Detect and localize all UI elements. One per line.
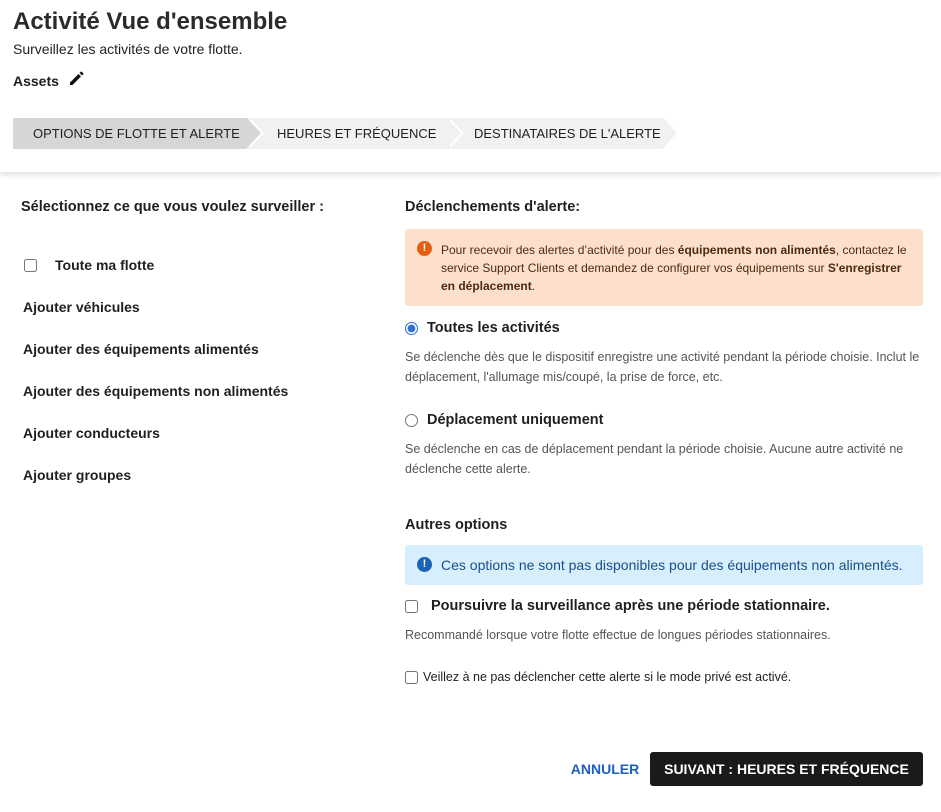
- page-subtitle: Surveillez les activités de votre flotte.: [13, 41, 243, 57]
- step-hours-frequency[interactable]: [247, 118, 447, 149]
- continue-monitoring-label: Poursuivre la surveillance après une période stationnaire.: [431, 598, 830, 614]
- info-text: Ces options ne sont pas disponibles pour des équipements non alimentés.: [441, 557, 903, 573]
- movement-only-option[interactable]: [405, 412, 603, 428]
- continue-monitoring-description: Recommandé lorsque votre flotte effectue de longues périodes stationnaires.: [405, 628, 831, 642]
- private-mode-option[interactable]: [405, 670, 791, 684]
- all-activities-description: Se déclenche dès que le dispositif enregistre une activité pendant la période choisie. Inclut le déplacement, l'allumage mis/coupé, la prise de force, etc.: [405, 350, 920, 384]
- info-icon: !: [417, 557, 432, 572]
- whole-fleet-option[interactable]: [23, 257, 154, 273]
- continue-monitoring-checkbox[interactable]: [405, 600, 418, 613]
- step-label: OPTIONS DE FLOTTE ET ALERTE: [33, 126, 240, 141]
- step-label: DESTINATAIRES DE L'ALERTE: [474, 126, 661, 141]
- warning-text-2: , contactez le service Support Clients et demandez de configurer vos équipements sur: [441, 243, 907, 275]
- add-groups-link[interactable]: Ajouter groupes: [23, 467, 132, 483]
- add-unpowered-equipment-link[interactable]: Ajouter des équipements non alimentés: [23, 383, 289, 399]
- warning-text-1: Pour recevoir des alertes d’activité pour des: [441, 243, 678, 257]
- warning-bold-2: S'enregistrer en déplacement: [441, 261, 902, 293]
- step-label: HEURES ET FRÉQUENCE: [277, 126, 437, 141]
- continue-monitoring-option[interactable]: [405, 598, 830, 614]
- other-options-title: Autres options: [405, 517, 508, 533]
- movement-only-description: Se déclenche en cas de déplacement pendant la période choisie. Aucune autre activité ne déclenche cette alerte.: [405, 442, 904, 476]
- add-powered-equipment-link[interactable]: Ajouter des équipements alimentés: [23, 341, 259, 357]
- whole-fleet-label: Toute ma flotte: [55, 257, 155, 273]
- step-alert-recipients[interactable]: [447, 118, 663, 149]
- alert-triggers-title: Déclenchements d'alerte:: [405, 199, 581, 215]
- page-header: [0, 0, 941, 172]
- warning-text-3: .: [531, 279, 536, 293]
- all-activities-option[interactable]: [405, 320, 560, 336]
- monitor-selection-title: Sélectionnez ce que vous voulez surveiller :: [21, 199, 324, 215]
- other-options-info: [405, 545, 923, 585]
- private-mode-checkbox[interactable]: [405, 671, 418, 684]
- next-button[interactable]: SUIVANT : HEURES ET FRÉQUENCE: [650, 752, 923, 786]
- unpowered-equipment-warning: [405, 229, 923, 306]
- all-activities-radio[interactable]: [405, 322, 418, 335]
- add-vehicles-link[interactable]: Ajouter véhicules: [23, 299, 140, 315]
- whole-fleet-checkbox[interactable]: [24, 259, 37, 272]
- add-drivers-link[interactable]: Ajouter conducteurs: [23, 425, 160, 441]
- cancel-button[interactable]: ANNULER: [563, 752, 647, 786]
- page-title: Activité Vue d'ensemble: [13, 8, 288, 35]
- movement-only-radio[interactable]: [405, 414, 418, 427]
- private-mode-label: Veillez à ne pas déclencher cette alerte si le mode privé est activé.: [423, 670, 792, 684]
- pencil-icon[interactable]: [68, 71, 84, 87]
- movement-only-label: Déplacement uniquement: [427, 412, 604, 428]
- wizard-stepper: [13, 118, 663, 149]
- assets-label: Assets: [13, 73, 59, 89]
- warning-icon: !: [417, 241, 432, 256]
- step-fleet-options[interactable]: [13, 118, 247, 149]
- assets-edit[interactable]: [13, 73, 84, 89]
- all-activities-label: Toutes les activités: [427, 320, 560, 336]
- warning-bold-1: équipements non alimentés: [677, 243, 836, 257]
